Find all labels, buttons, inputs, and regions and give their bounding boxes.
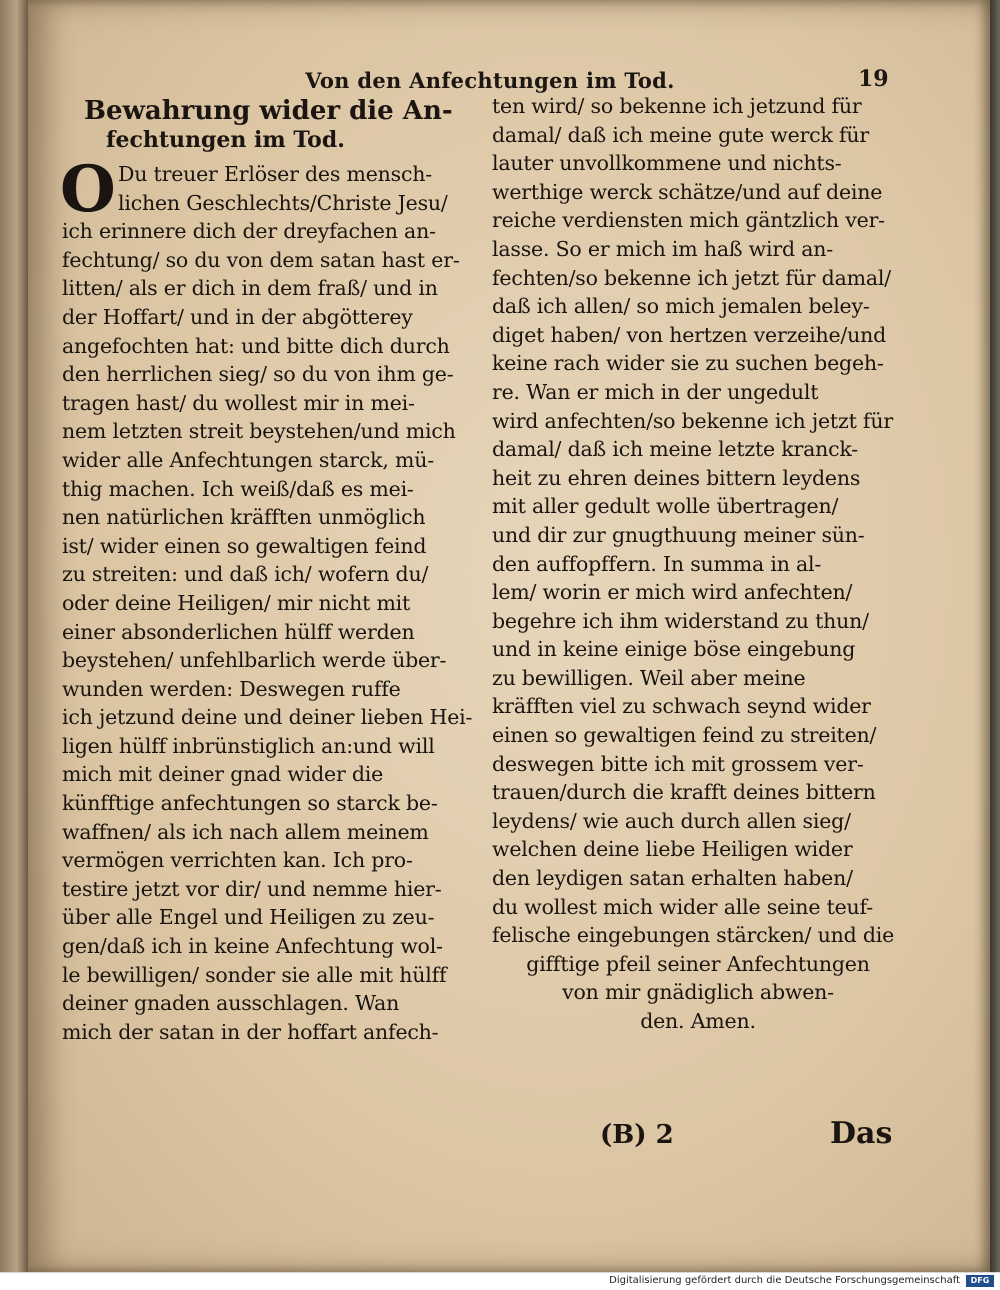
text-line: damal/ daß ich meine letzte kranck- [492, 437, 859, 462]
text-line: vermögen verrichten kan. Ich pro- [62, 848, 413, 873]
text-line: thig machen. Ich weiß/daß es mei- [62, 476, 414, 501]
text-line: oder deine Heiligen/ mir nicht mit [62, 590, 411, 615]
text-line: keine rach wider sie zu suchen begeh- [492, 351, 884, 376]
running-head: Von den Anfechtungen im Tod. [305, 68, 675, 93]
dropcap-letter: O [60, 152, 116, 227]
text-line: daß ich allen/ so mich jemalen beley- [492, 294, 870, 319]
left-column [62, 92, 472, 1046]
text-line: diget haben/ von hertzen verzeihe/und [492, 322, 887, 347]
footer-credit: Digitalisierung gefördert durch die Deutsche Forschungsgemeinschaft [609, 1275, 960, 1286]
text-line: welchen deine liebe Heiligen wider [492, 837, 853, 862]
text-line: trauen/durch die krafft deines bittern [492, 780, 876, 805]
text-line: ich erinnere dich der dreyfachen an- [62, 219, 436, 244]
text-line: mit aller gedult wolle übertragen/ [492, 494, 839, 519]
digitization-footer [0, 1272, 1000, 1290]
text-line: du wollest mich wider alle seine teuf- [492, 894, 873, 919]
text-line: von mir gnädiglich abwen- [562, 980, 834, 1005]
text-line: ist/ wider einen so gewaltigen feind [62, 533, 427, 558]
text-line: wird anfechten/so bekenne ich jetzt für [492, 408, 893, 433]
text-line: lauter unvollkommene und nichts- [492, 151, 842, 176]
text-line: Du treuer Erlöser des mensch- [118, 162, 433, 186]
catchword: Das [830, 1116, 893, 1151]
text-line: reiche verdiensten mich gäntzlich ver- [492, 208, 885, 233]
text-line: nen natürlichen kräfften unmöglich [62, 505, 426, 530]
text-line: begehre ich ihm widerstand zu thun/ [492, 608, 869, 633]
text-line: wider alle Anfechtungen starck, mü- [62, 447, 434, 472]
left-text-lines [60, 152, 473, 1046]
text-line: mich der satan in der hoffart anfech- [62, 1019, 439, 1044]
text-line: waffnen/ als ich nach allem meinem [62, 819, 429, 844]
text-line: künfftige anfechtungen so starck be- [62, 791, 438, 816]
text-line: nem letzten streit beystehen/und mich [62, 419, 456, 444]
text-line: re. Wan er mich in der ungedult [492, 379, 819, 404]
prayer-title-line2: fechtungen im Tod. [106, 127, 345, 153]
book-edge [990, 0, 1000, 1272]
text-line: fechten/so bekenne ich jetzt für damal/ [492, 265, 891, 290]
text-line: einer absonderlichen hülff werden [62, 619, 415, 644]
text-line: le bewilligen/ sonder sie alle mit hülff [62, 962, 447, 987]
text-line: werthige werck schätze/und auf deine [492, 179, 883, 204]
text-line: den auffopffern. In summa in al- [492, 551, 822, 576]
text-line: beystehen/ unfehlbarlich werde über- [62, 648, 447, 673]
text-line: kräfften viel zu schwach seynd wider [492, 694, 871, 719]
page-number: 19 [858, 66, 889, 92]
text-line: einen so gewaltigen feind zu streiten/ [492, 723, 877, 748]
text-line: deiner gnaden ausschlagen. Wan [62, 991, 400, 1016]
text-line: wunden werden: Deswegen ruffe [62, 676, 401, 701]
text-line: angefochten hat: und bitte dich durch [62, 333, 450, 358]
text-line: über alle Engel und Heiligen zu zeu- [62, 905, 435, 930]
text-line: tragen hast/ du wollest mir in mei- [62, 390, 415, 415]
text-line: den herrlichen sieg/ so du von ihm ge- [62, 362, 454, 387]
right-text-lines [492, 92, 904, 950]
previous-page-edge [0, 0, 28, 1272]
text-line: ich jetzund deine und deiner lieben Hei- [62, 705, 473, 730]
text-line: testire jetzt vor dir/ und nemme hier- [62, 876, 442, 901]
text-line: mich mit deiner gnad wider die [62, 762, 384, 787]
text-line: lem/ worin er mich wird anfechten/ [492, 580, 853, 605]
text-line: zu streiten: und daß ich/ wofern du/ [62, 562, 429, 587]
closing-lines [492, 950, 904, 1036]
prayer-title-line1: Bewahrung wider die An- [84, 96, 453, 126]
text-line: fechtung/ so du von dem satan hast er- [62, 247, 460, 272]
text-line: felische eingebungen stärcken/ und die [492, 923, 895, 948]
dfg-logo: DFG [966, 1275, 994, 1287]
text-line: ligen hülff inbrünstiglich an:und will [62, 733, 435, 758]
text-line: den. Amen. [640, 1009, 756, 1033]
text-line: deswegen bitte ich mit grossem ver- [492, 751, 864, 776]
signature-mark: (B) 2 [600, 1120, 674, 1150]
text-line: damal/ daß ich meine gute werck für [492, 122, 869, 147]
text-line: leydens/ wie auch durch allen sieg/ [492, 808, 851, 833]
text-line: zu bewilligen. Weil aber meine [492, 665, 806, 690]
text-line: ten wird/ so bekenne ich jetzund für [492, 94, 862, 118]
text-line: gen/daß ich in keine Anfechtung wol- [62, 934, 443, 959]
right-column [492, 92, 904, 1036]
dropcap-block [60, 152, 473, 1046]
text-line: heit zu ehren deines bittern leydens [492, 465, 861, 490]
text-line: und in keine einige böse eingebung [492, 637, 856, 662]
text-line: der Hoffart/ und in der abgötterey [62, 304, 413, 329]
text-line: und dir zur gnugthuung meiner sün- [492, 522, 865, 547]
text-line: litten/ als er dich in dem fraß/ und in [62, 276, 438, 301]
text-line: den leydigen satan erhalten haben/ [492, 866, 853, 891]
text-line: gifftige pfeil seiner Anfechtungen [526, 951, 870, 976]
text-line: lasse. So er mich im haß wird an- [492, 236, 833, 261]
text-line: lichen Geschlechts/Christe Jesu/ [118, 190, 448, 215]
